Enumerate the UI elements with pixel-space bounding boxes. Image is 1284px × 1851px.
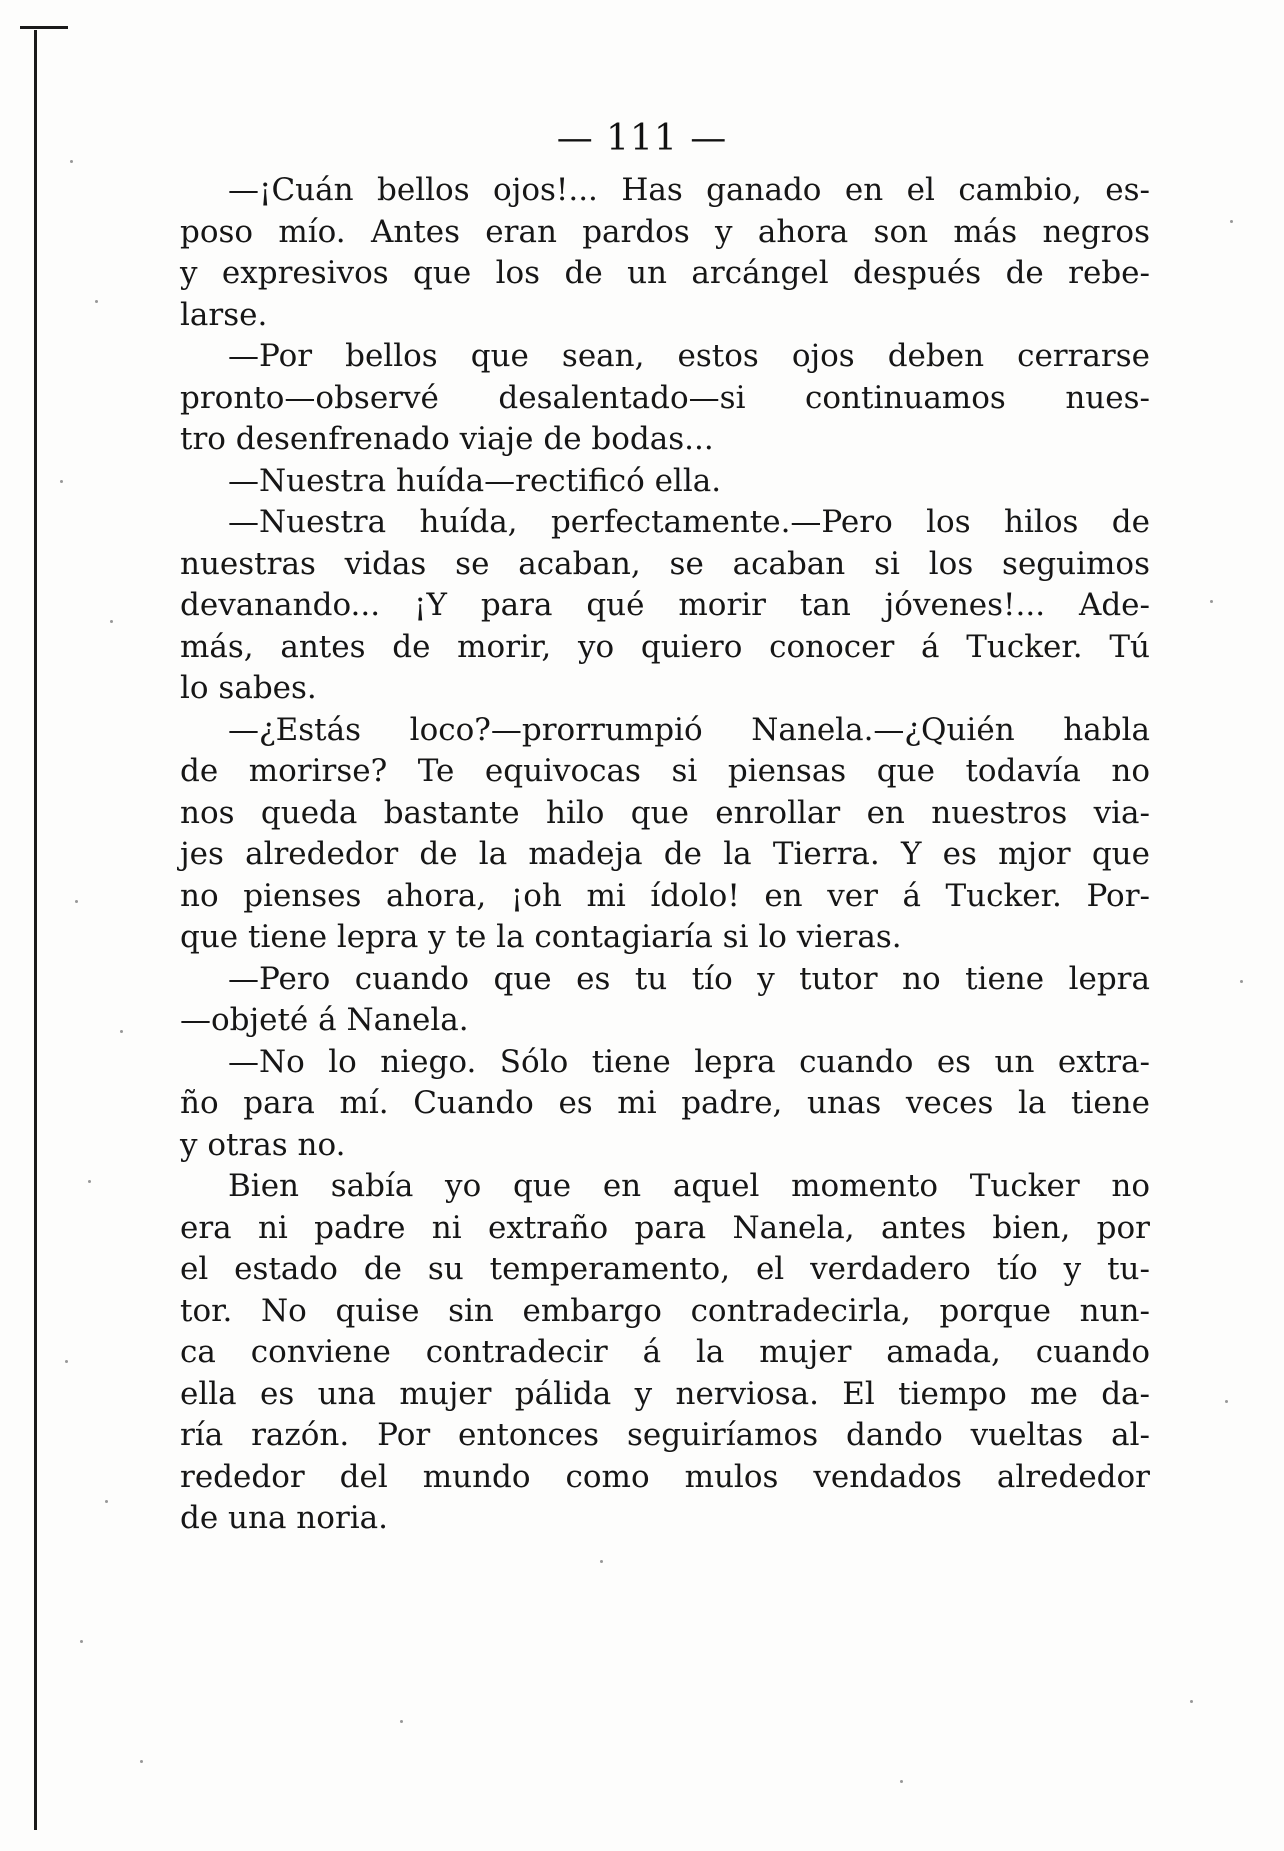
text-line: —Pero cuando que es tu tío y tutor no tiene lepra (228, 960, 1150, 997)
speck (1210, 600, 1213, 603)
speck (60, 480, 63, 483)
text-line: —objeté á Nanela. (180, 1002, 469, 1038)
speck (105, 1500, 108, 1503)
text-line: —¡Cuán bellos ojos!... Has ganado en el cambio, es- (228, 172, 1150, 208)
text-line: jes alrededor de la madeja de la Tierra. Y es mjor que (180, 836, 1150, 872)
speck (400, 1720, 403, 1723)
text-line: —Nuestra huída, perfectamente.—Pero los hilos de (228, 504, 1150, 540)
speck (600, 1560, 603, 1563)
text-line: lo sabes. (180, 670, 317, 706)
text-line: que tiene lepra y te la contagiaría si lo vieras. (180, 919, 902, 955)
speck (75, 900, 78, 903)
speck (900, 1780, 903, 1783)
text-line: ella es una mujer pálida y nerviosa. El tiempo me da- (180, 1375, 1150, 1412)
text-line: poso mío. Antes eran pardos y ahora son más negros (180, 213, 1150, 250)
text-line: nos queda bastante hilo que enrollar en nuestros via- (180, 794, 1150, 831)
text-line: tro desenfrenado viaje de bodas... (180, 421, 714, 457)
speck (140, 1760, 143, 1763)
speck (65, 1360, 68, 1363)
text-line: tor. No quise sin embargo contradecirla, porque nun- (180, 1292, 1150, 1329)
speck (80, 1640, 83, 1643)
text-line: ño para mí. Cuando es mi padre, unas veces la tiene (180, 1085, 1150, 1121)
text-line: y expresivos que los de un arcángel después de rebe- (180, 255, 1150, 291)
speck (1190, 1700, 1193, 1703)
text-line: pronto—observé desalentado—si continuamos nues- (180, 379, 1150, 416)
text-line: —Nuestra huída—rectificó ella. (228, 462, 722, 499)
speck (110, 620, 113, 623)
text-line: el estado de su temperamento, el verdadero tío y tu- (180, 1251, 1150, 1287)
binding-edge-mark (20, 26, 68, 29)
text-line: —¿Estás loco?—prorrumpió Nanela.—¿Quién habla (228, 711, 1150, 748)
text-line: larse. (180, 296, 268, 333)
speck (1230, 220, 1233, 223)
body-text (180, 170, 1150, 1540)
speck (95, 300, 98, 303)
text-line: no pienses ahora, ¡oh mi ídolo! en ver á Tucker. Por- (180, 877, 1150, 914)
speck (120, 1030, 123, 1033)
text-line: rededor del mundo como mulos vendados alrededor (180, 1458, 1150, 1495)
text-line: —Por bellos que sean, estos ojos deben cerrarse (228, 338, 1150, 374)
text-line: de una noria. (180, 1500, 389, 1536)
binding-edge-line (34, 30, 37, 1830)
speck (1240, 980, 1243, 983)
text-line: devanando... ¡Y para qué morir tan jóvenes!... Ade- (180, 587, 1150, 623)
speck (1225, 1400, 1228, 1403)
text-line: era ni padre ni extraño para Nanela, antes bien, por (180, 1209, 1150, 1246)
text-line: y otras no. (180, 1126, 346, 1163)
text-line: Bien sabía yo que en aquel momento Tucker no (228, 1168, 1150, 1204)
text-line: de morirse? Te equivocas si piensas que todavía no (180, 753, 1150, 789)
speck (70, 160, 73, 163)
text-line: nuestras vidas se acaban, se acaban si los seguimos (180, 545, 1150, 582)
text-line: ca conviene contradecir á la mujer amada, cuando (180, 1334, 1150, 1370)
text-line: más, antes de morir, yo quiero conocer á Tucker. Tú (180, 628, 1150, 665)
text-line: —No lo niego. Sólo tiene lepra cuando es un extra- (228, 1043, 1150, 1080)
text-line: ría razón. Por entonces seguiríamos dando vueltas al- (180, 1417, 1150, 1453)
page-number: — 111 — (556, 118, 728, 159)
speck (88, 1180, 91, 1183)
